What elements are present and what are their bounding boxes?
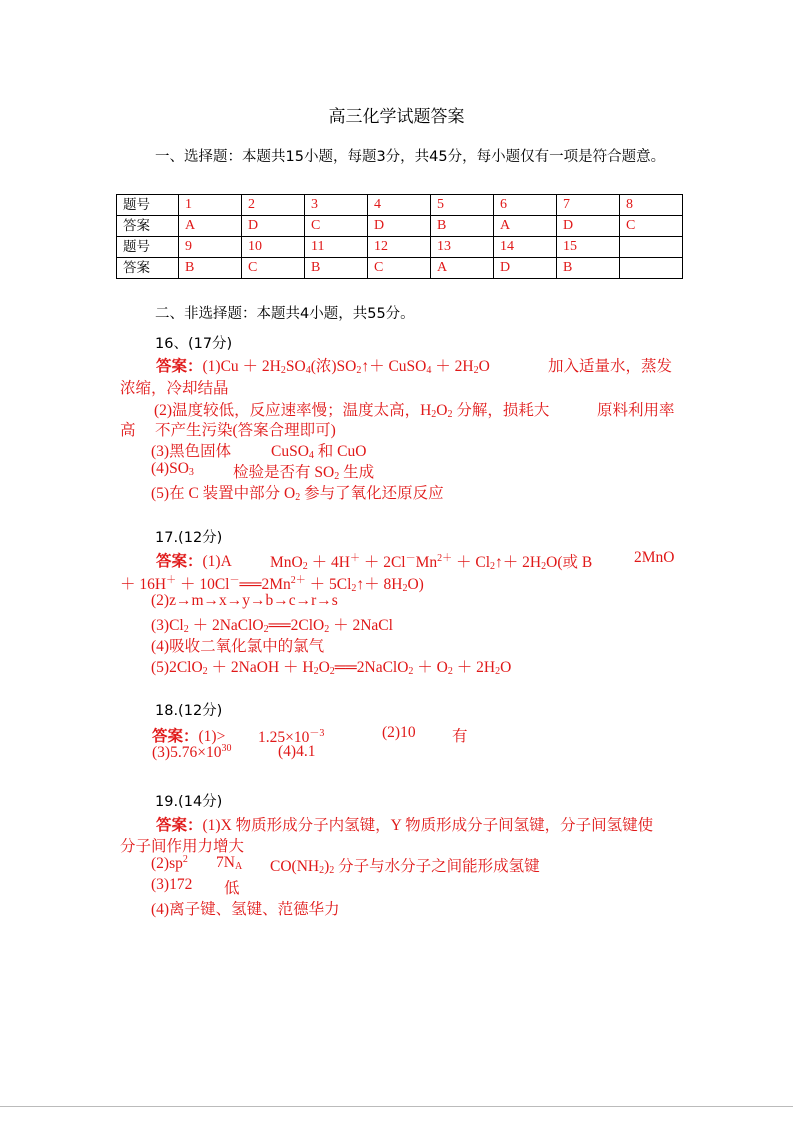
- q17-answer-line-2: ＋ $16H^+ + 10Cl^-══2Mn^{2+}$ ＋ $5Cl_2↑+ 8H_2O$): [120, 575, 424, 594]
- q19-answer-line-4: (4)离子键、氢键、范德华力: [151, 901, 340, 918]
- row-label: 答案: [117, 258, 179, 279]
- question-number: 3: [305, 195, 368, 216]
- question-number: 6: [494, 195, 557, 216]
- question-number: 11: [305, 237, 368, 258]
- answer-cell: A: [431, 258, 494, 279]
- q18-answer-line-1b: $1.25\times 10^{-3}$: [258, 728, 325, 746]
- q17-answer-line-1c: 2MnO: [634, 549, 675, 566]
- answer-cell: B: [179, 258, 242, 279]
- table-row: [117, 237, 683, 258]
- q17-answer-line-3: (2)z→m→x→y→b→c→r→s: [151, 592, 338, 609]
- q19-heading: 19.(14分): [155, 794, 223, 810]
- answer-cell: A: [179, 216, 242, 237]
- q16-answer-line-2-cont2: 不产生污染(答案合理即可): [155, 422, 336, 439]
- question-number: 2: [242, 195, 305, 216]
- q17-answer-line-6: (5)2ClO$_2$ ＋ 2NaOH ＋ $H_2O_2══2NaClO_2 + O_2 + 2H_2O$: [151, 659, 512, 677]
- row-label: 答案: [117, 216, 179, 237]
- table-row: [117, 216, 683, 237]
- q19-answer-line-3b: 低: [224, 880, 240, 897]
- answer-cell: D: [557, 216, 620, 237]
- q18-answer-line-1c: (2)10: [382, 724, 416, 741]
- answer-cell: D: [494, 258, 557, 279]
- question-number: 4: [368, 195, 431, 216]
- q16-answer-line-4: $(4)SO_3$: [151, 460, 194, 478]
- answer-cell: C: [368, 258, 431, 279]
- question-number: 7: [557, 195, 620, 216]
- row-label: 题号: [117, 195, 179, 216]
- question-number: [620, 237, 683, 258]
- question-number: 13: [431, 237, 494, 258]
- q17-answer-line-1b: $MnO_2 + 4H^+ + 2Cl^-Mn^{2+}$ ＋ $Cl_2↑+ 2H_2O$(或 B: [270, 553, 593, 572]
- answer-label: 答案：: [152, 728, 199, 745]
- answer-cell: D: [242, 216, 305, 237]
- answer-table: [116, 194, 683, 279]
- question-number: 5: [431, 195, 494, 216]
- page-bottom-rule: [0, 1106, 793, 1107]
- q18-answer-line-1d: 有: [452, 728, 468, 745]
- answer-cell: [620, 258, 683, 279]
- q19-answer-line-1: 答案：(1)X 物质形成分子内氢键，Y 物质形成分子间氢键，分子间氢键使: [156, 817, 654, 834]
- q16-answer-line-4b: 检验是否有 $SO_2$ 生成: [233, 464, 375, 482]
- answer-cell: C: [305, 216, 368, 237]
- answer-cell: D: [368, 216, 431, 237]
- row-label: 题号: [117, 237, 179, 258]
- answer-label: 答案：: [156, 553, 203, 570]
- answer-label: 答案：: [156, 358, 203, 375]
- q16-answer-line-1-cont: 浓缩，冷却结晶: [120, 380, 229, 397]
- q18-answer-line-2: $(3)5.76\times 10^{30}$: [152, 743, 232, 761]
- question-number: 14: [494, 237, 557, 258]
- question-number: 15: [557, 237, 620, 258]
- q16-answer-line-2-tail: 原料利用率: [597, 402, 675, 419]
- answer-cell: C: [242, 258, 305, 279]
- q16-heading: 16、(17分): [155, 336, 233, 352]
- answer-cell: B: [557, 258, 620, 279]
- question-number: 10: [242, 237, 305, 258]
- q16-answer-line-1: 答案：$(1)Cu + 2H_2SO_4$(浓)$SO_2↑+$ CuSO$_4$ ＋ $2H_2O$: [156, 358, 490, 376]
- q16-answer-line-5: (5)在 C 装置中部分 $O_2$ 参与了氧化还原反应: [151, 485, 444, 503]
- page-title: 高三化学试题答案: [328, 107, 465, 127]
- q16-answer-line-3: (3)黑色固体: [151, 443, 232, 460]
- q19-answer-line-2c: $CO(NH_2)_2$ 分子与水分子之间能形成氢键: [270, 858, 540, 876]
- q16-answer-line-1-tail: 加入适量水，蒸发: [548, 358, 673, 375]
- q19-answer-line-1-cont: 分子间作用力增大: [120, 838, 245, 855]
- question-number: 1: [179, 195, 242, 216]
- section1-intro: [120, 143, 685, 171]
- answer-cell: A: [494, 216, 557, 237]
- question-number: 8: [620, 195, 683, 216]
- q19-answer-line-2: $(2)sp^2$: [151, 854, 188, 872]
- table-row: [117, 258, 683, 279]
- answer-cell: B: [305, 258, 368, 279]
- section2-intro: 二、非选择题：本题共4小题，共55分。: [155, 306, 415, 322]
- q17-answer-line-4: $(3)Cl_2$ ＋ 2NaClO$_2$══2ClO$_2$ ＋ 2NaCl: [151, 617, 393, 635]
- q19-answer-line-2b: $7N_A$: [216, 854, 243, 872]
- q18-answer-line-2b: (4)4.1: [278, 743, 316, 760]
- answer-cell: B: [431, 216, 494, 237]
- question-number: 9: [179, 237, 242, 258]
- q17-answer-line-1: 答案：(1)A: [156, 553, 232, 570]
- q17-answer-line-5: (4)吸收二氧化氯中的氯气: [151, 638, 325, 655]
- answer-cell: C: [620, 216, 683, 237]
- answer-label: 答案：: [156, 817, 203, 834]
- q18-heading: 18.(12分): [155, 703, 223, 719]
- q16-answer-line-3b: CuSO$_4$ 和 CuO: [271, 443, 367, 461]
- question-number: 12: [368, 237, 431, 258]
- q17-heading: 17.(12分): [155, 530, 223, 546]
- section1-intro-text: 一、选择题：本题共15小题，每题3分，共45分，每小题仅有一项是符合题意。: [155, 149, 666, 165]
- q18-answer-line-1: 答案：(1)>: [152, 728, 226, 745]
- q19-answer-line-3: (3)172: [151, 876, 193, 893]
- q16-answer-line-2-cont: 高: [120, 422, 136, 439]
- q16-answer-line-2: (2)温度较低，反应速率慢；温度太高，$H_2O_2$ 分解，损耗大: [154, 402, 550, 420]
- table-row: [117, 195, 683, 216]
